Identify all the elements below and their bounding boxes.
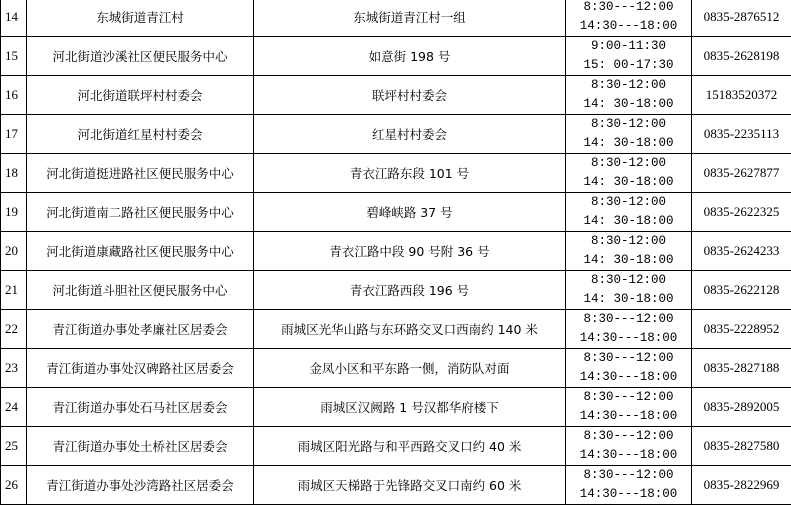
address-cell: 青衣江路中段 90 号附 36 号: [254, 232, 566, 271]
center-name-cell: 东城街道青江村: [27, 0, 254, 37]
afternoon-hours: 14: 30-18:00: [583, 253, 674, 267]
row-number-cell: 15: [1, 37, 27, 76]
row-number-cell: 26: [1, 466, 27, 505]
hours-cell: [566, 349, 692, 388]
afternoon-hours: 15: 00-17:30: [583, 58, 674, 72]
phone-cell: 0835-2627877: [692, 154, 791, 193]
hours-cell: [566, 37, 692, 76]
table-row: [1, 115, 791, 154]
table-row: [1, 349, 791, 388]
center-name-cell: 河北街道联坪村村委会: [27, 76, 254, 115]
hours-cell: [566, 271, 692, 310]
afternoon-hours: 14: 30-18:00: [583, 97, 674, 111]
center-name-cell: 河北街道沙溪社区便民服务中心: [27, 37, 254, 76]
morning-hours: 8:30---12:00: [583, 390, 674, 404]
row-number-cell: 14: [1, 0, 27, 37]
row-number-cell: 21: [1, 271, 27, 310]
address-cell: 红星村村委会: [254, 115, 566, 154]
address-cell: 联坪村村委会: [254, 76, 566, 115]
row-number-cell: 20: [1, 232, 27, 271]
morning-hours: 8:30-12:00: [590, 156, 666, 170]
row-number-cell: 19: [1, 193, 27, 232]
hours-cell: [566, 193, 692, 232]
afternoon-hours: 14:30---18:00: [579, 331, 678, 345]
center-name-cell: 青江街道办事处沙湾路社区居委会: [27, 466, 254, 505]
table-row: [1, 310, 791, 349]
table-row: [1, 76, 791, 115]
table-row: [1, 37, 791, 76]
afternoon-hours: 14:30---18:00: [579, 448, 678, 462]
address-cell: 雨城区阳光路与和平西路交叉口约 40 米: [254, 427, 566, 466]
center-name-cell: 河北街道康藏路社区便民服务中心: [27, 232, 254, 271]
address-cell: 东城街道青江村一组: [254, 0, 566, 37]
row-number-cell: 16: [1, 76, 27, 115]
center-name-cell: 青江街道办事处孝廉社区居委会: [27, 310, 254, 349]
morning-hours: 8:30---12:00: [583, 351, 674, 365]
morning-hours: 8:30-12:00: [590, 78, 666, 92]
hours-cell: [566, 427, 692, 466]
hours-cell: [566, 232, 692, 271]
morning-hours: 8:30-12:00: [590, 273, 666, 287]
center-name-cell: 河北街道红星村村委会: [27, 115, 254, 154]
afternoon-hours: 14: 30-18:00: [583, 292, 674, 306]
address-cell: 雨城区天梯路于先锋路交叉口南约 60 米: [254, 466, 566, 505]
phone-cell: 0835-2822969: [692, 466, 791, 505]
morning-hours: 8:30-12:00: [590, 234, 666, 248]
morning-hours: 9:00-11:30: [590, 39, 666, 53]
row-number-cell: 23: [1, 349, 27, 388]
row-number-cell: 17: [1, 115, 27, 154]
morning-hours: 8:30---12:00: [583, 312, 674, 326]
table-row: [1, 427, 791, 466]
phone-cell: 15183520372: [692, 76, 791, 115]
phone-cell: 0835-2827580: [692, 427, 791, 466]
afternoon-hours: 14:30---18:00: [579, 370, 678, 384]
hours-cell: [566, 388, 692, 427]
address-cell: 雨城区汉阙路 1 号汉都华府楼下: [254, 388, 566, 427]
table-row: [1, 271, 791, 310]
center-name-cell: 河北街道南二路社区便民服务中心: [27, 193, 254, 232]
phone-cell: 0835-2892005: [692, 388, 791, 427]
morning-hours: 8:30-12:00: [590, 195, 666, 209]
afternoon-hours: 14: 30-18:00: [583, 136, 674, 150]
phone-cell: 0835-2622325: [692, 193, 791, 232]
phone-cell: 0835-2624233: [692, 232, 791, 271]
hours-cell: [566, 76, 692, 115]
center-name-cell: 青江街道办事处土桥社区居委会: [27, 427, 254, 466]
center-name-cell: 青江街道办事处汉碑路社区居委会: [27, 349, 254, 388]
table-body: [1, 0, 791, 505]
row-number-cell: 24: [1, 388, 27, 427]
table-row: [1, 466, 791, 505]
morning-hours: 8:30-12:00: [590, 117, 666, 131]
center-name-cell: 河北街道斗胆社区便民服务中心: [27, 271, 254, 310]
phone-cell: 0835-2827188: [692, 349, 791, 388]
phone-cell: 0835-2235113: [692, 115, 791, 154]
phone-cell: 0835-2628198: [692, 37, 791, 76]
row-number-cell: 25: [1, 427, 27, 466]
hours-cell: [566, 115, 692, 154]
address-cell: 雨城区光华山路与东环路交叉口西南约 140 米: [254, 310, 566, 349]
afternoon-hours: 14:30---18:00: [579, 409, 678, 423]
hours-cell: [566, 310, 692, 349]
afternoon-hours: 14: 30-18:00: [583, 175, 674, 189]
phone-cell: 0835-2876512: [692, 0, 791, 37]
hours-cell: [566, 0, 692, 37]
afternoon-hours: 14: 30-18:00: [583, 214, 674, 228]
address-cell: 青衣江路西段 196 号: [254, 271, 566, 310]
morning-hours: 8:30---12:00: [583, 468, 674, 482]
row-number-cell: 18: [1, 154, 27, 193]
table-row: [1, 0, 791, 37]
center-name-cell: 青江街道办事处石马社区居委会: [27, 388, 254, 427]
afternoon-hours: 14:30---18:00: [579, 487, 678, 501]
morning-hours: 8:30---12:00: [583, 0, 674, 14]
table-row: [1, 232, 791, 271]
address-cell: 青衣江路东段 101 号: [254, 154, 566, 193]
afternoon-hours: 14:30---18:00: [579, 19, 678, 33]
morning-hours: 8:30---12:00: [583, 429, 674, 443]
address-cell: 如意街 198 号: [254, 37, 566, 76]
table-row: [1, 154, 791, 193]
phone-cell: 0835-2622128: [692, 271, 791, 310]
row-number-cell: 22: [1, 310, 27, 349]
table-row: [1, 388, 791, 427]
address-cell: 金凤小区和平东路一侧，消防队对面: [254, 349, 566, 388]
table-row: [1, 193, 791, 232]
phone-cell: 0835-2228952: [692, 310, 791, 349]
address-cell: 碧峰峡路 37 号: [254, 193, 566, 232]
hours-cell: [566, 154, 692, 193]
hours-cell: [566, 466, 692, 505]
center-name-cell: 河北街道挺进路社区便民服务中心: [27, 154, 254, 193]
